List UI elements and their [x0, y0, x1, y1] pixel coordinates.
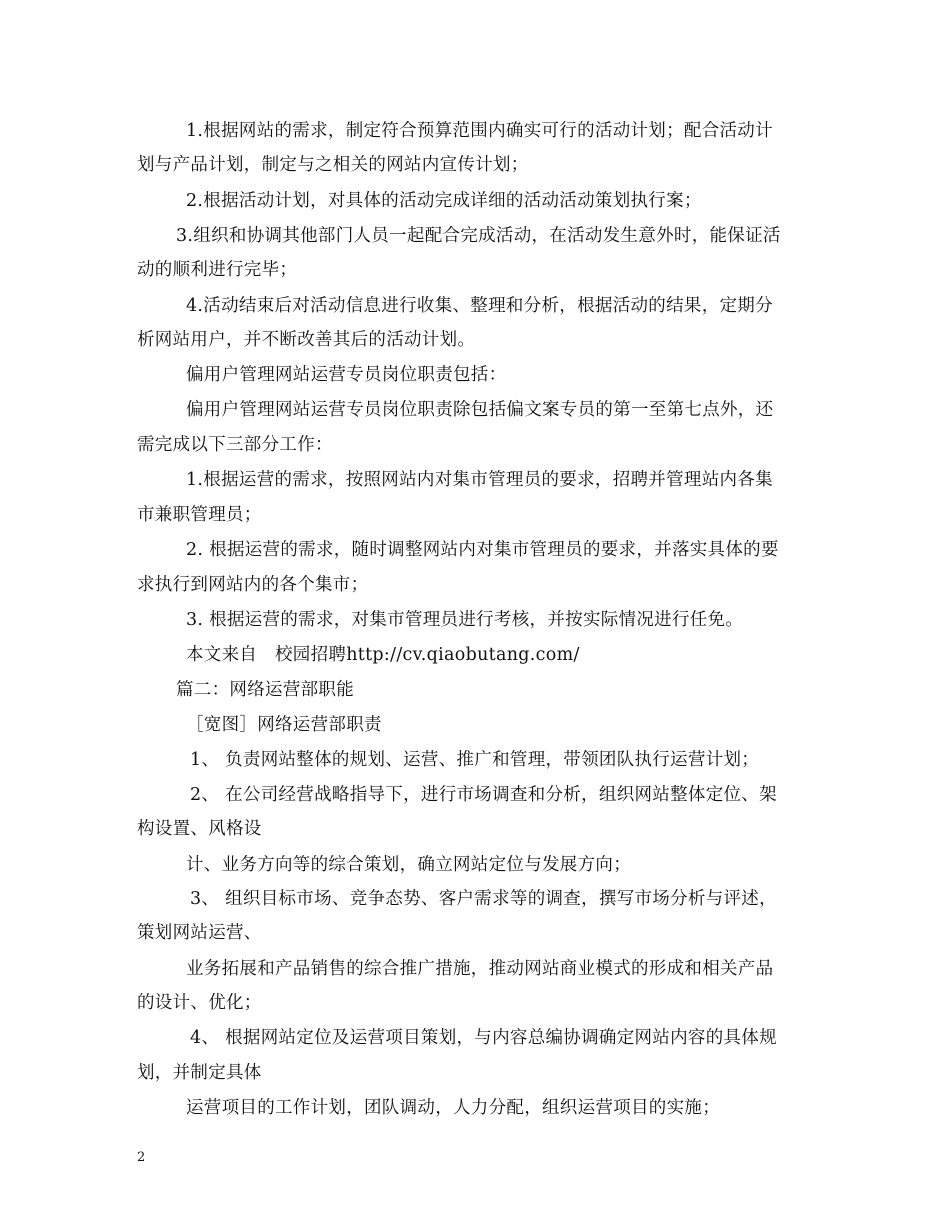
paragraph-line: 策划网站运营、	[137, 923, 262, 943]
paragraph-line: 偏用户管理网站运营专员岗位职责包括：	[186, 365, 507, 385]
paragraph-line: 构设置、风格设	[137, 819, 262, 839]
paragraph-line: 运营项目的工作计划，团队调动，人力分配，组织运营项目的实施；	[186, 1098, 720, 1118]
paragraph-line: 需完成以下三部分工作：	[137, 435, 333, 455]
paragraph-line: 3.组织和协调其他部门人员一起配合完成活动，在活动发生意外时，能保证活	[176, 226, 781, 246]
paragraph-line: 2、 在公司经营战略指导下，进行市场调查和分析，组织网站整体定位、架	[190, 785, 777, 805]
paragraph-line: 偏用户管理网站运营专员岗位职责除包括偏文案专员的第一至第七点外，还	[186, 400, 774, 420]
paragraph-line: 析网站用户，并不断改善其后的活动计划。	[137, 330, 476, 350]
paragraph-line: 3. 根据运营的需求，对集市管理员进行考核，并按实际情况进行任免。	[186, 610, 744, 630]
paragraph-line: 2.根据活动计划，对具体的活动完成详细的活动活动策划执行案；	[186, 191, 702, 211]
paragraph-line: 业务拓展和产品销售的综合推广措施，推动网站商业模式的形成和相关产品	[186, 959, 774, 979]
section-heading: 篇二：网络运营部职能	[176, 680, 354, 700]
paragraph-line: 4.活动结束后对活动信息进行收集、整理和分析，根据活动的结果，定期分	[186, 296, 773, 316]
paragraph-line: 1.根据网站的需求，制定符合预算范围内确实可行的活动计划；配合活动计	[186, 121, 773, 141]
paragraph-line: 动的顺利进行完毕；	[137, 260, 298, 280]
paragraph-line: 求执行到网站内的各个集市；	[137, 575, 369, 595]
paragraph-line: 的设计、优化；	[137, 993, 262, 1013]
paragraph-line: ［宽图］网络运营部职责	[186, 715, 382, 735]
paragraph-line: 划与产品计划，制定与之相关的网站内宣传计划；	[137, 155, 529, 175]
paragraph-line: 市兼职管理员；	[137, 505, 262, 525]
page-number: 2	[137, 1150, 146, 1165]
paragraph-line: 2. 根据运营的需求，随时调整网站内对集市管理员的要求，并落实具体的要	[186, 540, 779, 560]
paragraph-line: 1、 负责网站整体的规划、运营、推广和管理，带领团队执行运营计划；	[190, 750, 760, 770]
paragraph-line: 1.根据运营的需求，按照网站内对集市管理员的要求，招聘并管理站内各集	[186, 470, 773, 490]
paragraph-line: 3、 组织目标市场、竞争态势、客户需求等的调查，撰写市场分析与评述，	[190, 889, 777, 909]
paragraph-line: 4、 根据网站定位及运营项目策划，与内容总编协调确定网站内容的具体规	[190, 1028, 777, 1048]
paragraph-line: 划，并制定具体	[137, 1063, 262, 1083]
paragraph-line: 计、业务方向等的综合策划，确立网站定位与发展方向；	[186, 855, 631, 875]
source-line: 本文来自 校园招聘http://cv.qiaobutang.com/	[186, 645, 580, 665]
